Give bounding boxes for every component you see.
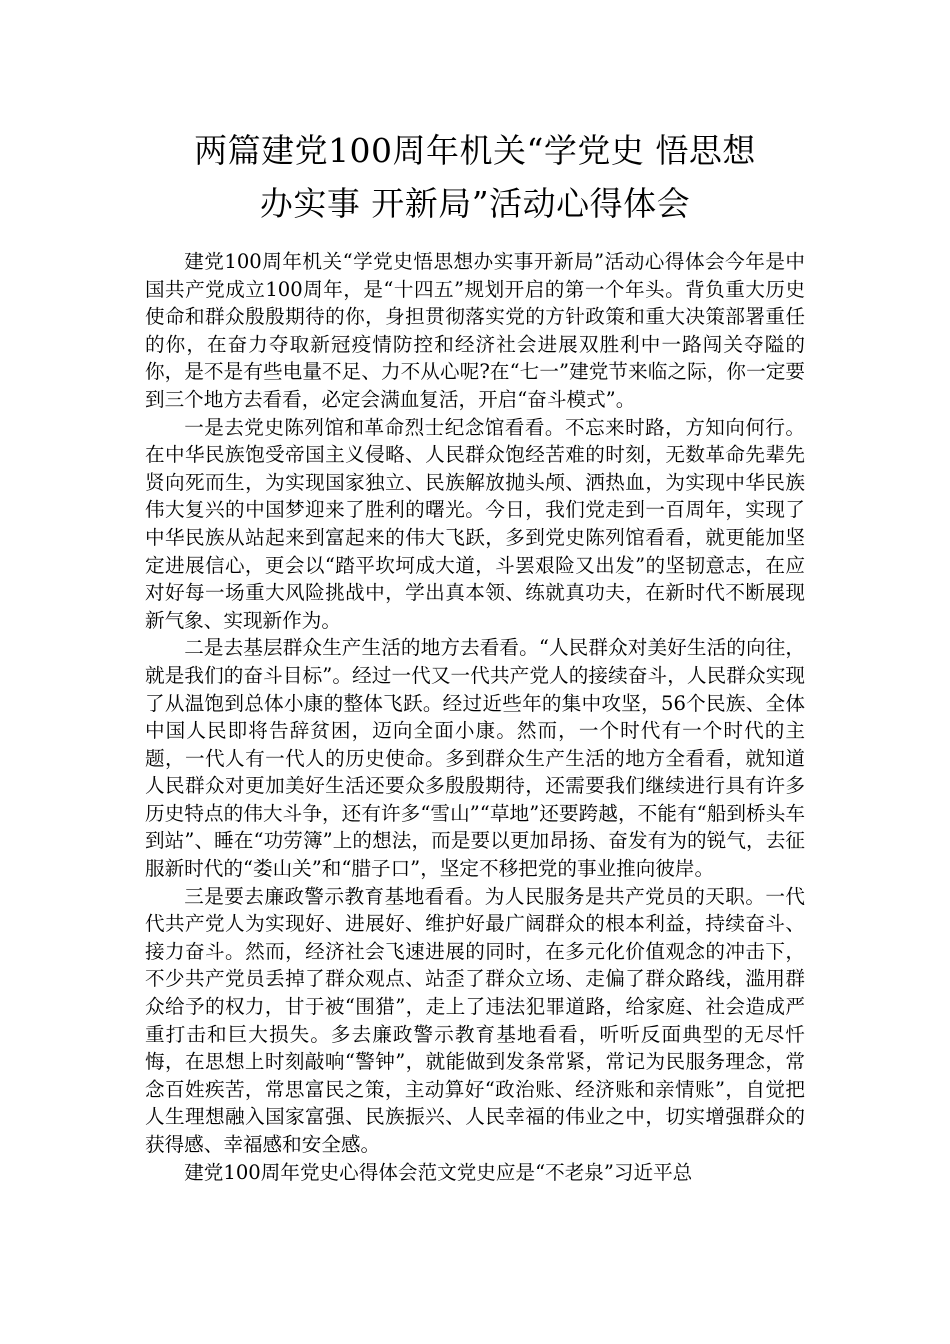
document-body (145, 248, 805, 1186)
document-title (120, 124, 830, 230)
title-line-2: 办实事 开新局”活动心得体会 (259, 184, 691, 223)
paragraph-intro: 建党100周年机关“学党史悟思想办实事开新局”活动心得体会今年是中国共产党成立100周年，是“十四五”规划开启的第一个年头。背负重大历史使命和群众殷殷期待的你，身担贯彻落实党的方针政策和重大决策部署重任的你，在奋力夺取新冠疫情防控和经济社会进展双胜利中一路闯关夺隘的你，是不是有些电量不足、力不从心呢?在“七一”建党节来临之际，你一定要到三个地方去看看，必定会满血复活，开启“奋斗模式”。 (145, 250, 805, 411)
paragraph-point-two: 二是去基层群众生产生活的地方去看看。“人民群众对美好生活的向往，就是我们的奋斗目标”。经过一代又一代共产党人的接续奋斗，人民群众实现了从温饱到总体小康的整体飞跃。经过近些年的集中攻坚，56个民族、全体中国人民即将告辞贫困，迈向全面小康。然而，一个时代有一个时代的主题，一代人有一代人的历史使命。多到群众生产生活的地方全看看，就知道人民群众对更加美好生活还要众多殷殷期待，还需要我们继续进行具有许多历史特点的伟大斗争，还有许多“雪山”“草地”还要跨越，不能有“船到桥头车到站”、睡在“功劳簿”上的想法，而是要以更加昂扬、奋发有为的锐气，去征服新时代的“娄山关”和“腊子口”，坚定不移把党的事业推向彼岸。 (145, 636, 805, 881)
paragraph-continuation: 建党100周年党史心得体会范文党史应是“不老泉”习近平总 (184, 1160, 693, 1184)
paragraph-point-one: 一是去党史陈列馆和革命烈士纪念馆看看。不忘来时路，方知向何行。在中华民族饱受帝国主义侵略、人民群众饱经苦难的时刻，无数革命先辈先贤向死而生，为实现国家独立、民族解放抛头颅、洒热血，为实现中华民族伟大复兴的中国梦迎来了胜利的曙光。今日，我们党走到一百周年，实现了中华民族从站起来到富起来的伟大飞跃，多到党史陈列馆看看，就更能加坚定进展信心，更会以“踏平坎坷成大道，斗罢艰险又出发”的坚韧意志，在应对好每一场重大风险挑战中，学出真本领、练就真功夫，在新时代不断展现新气象、实现新作为。 (145, 415, 805, 632)
title-line-1: 两篇建党100周年机关“学党史 悟思想 (194, 131, 756, 170)
paragraph-point-three: 三是要去廉政警示教育基地看看。为人民服务是共产党员的天职。一代代共产党人为实现好、进展好、维护好最广阔群众的根本利益，持续奋斗、接力奋斗。然而，经济社会飞速进展的同时，在多元化价值观念的冲击下，不少共产党员丢掉了群众观点、站歪了群众立场、走偏了群众路线，滥用群众给予的权力，甘于被“围猎”，走上了违法犯罪道路，给家庭、社会造成严重打击和巨大损失。多去廉政警示教育基地看看，听听反面典型的无尽忏悔，在思想上时刻敲响“警钟”，就能做到发条常紧，常记为民服务理念，常念百姓疾苦，常思富民之策，主动算好“政治账、经济账和亲情账”，自觉把人生理想融入国家富强、民族振兴、人民幸福的伟业之中，切实增强群众的获得感、幸福感和安全感。 (145, 884, 805, 1156)
